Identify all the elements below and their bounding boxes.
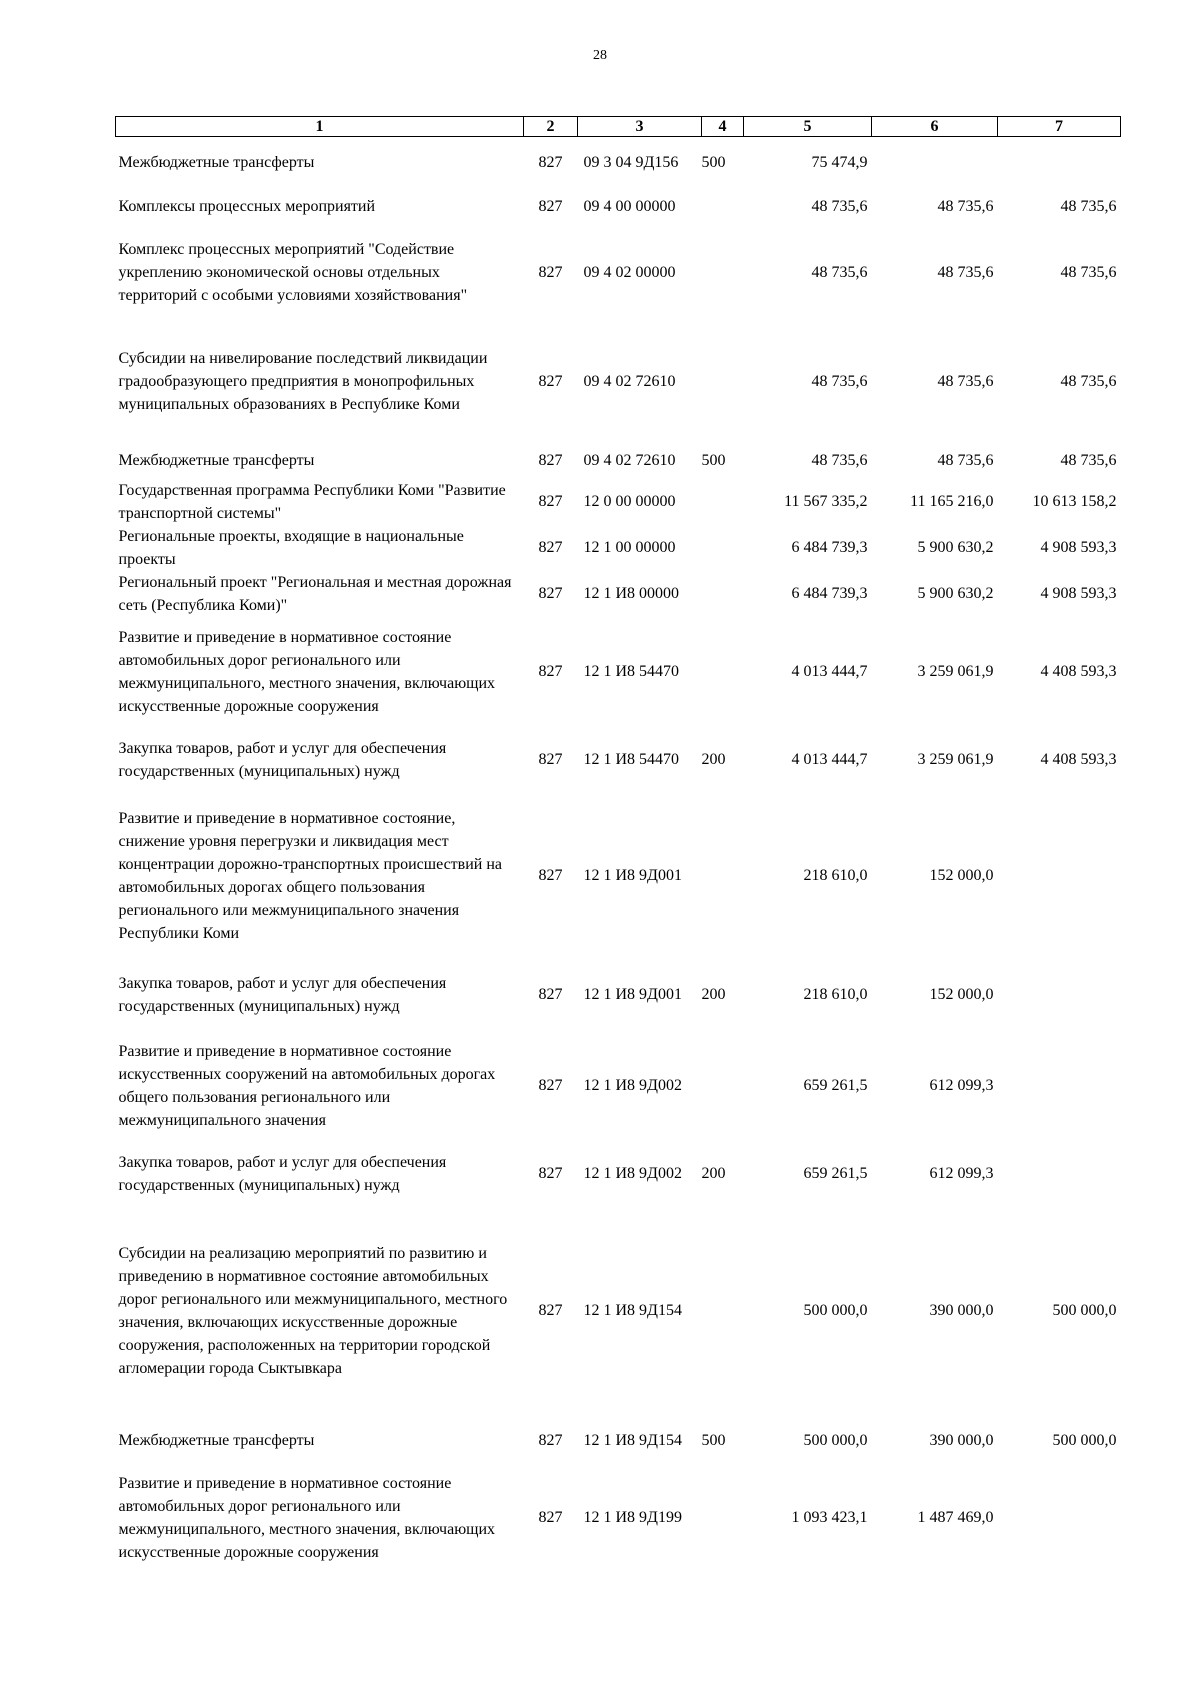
table-row bbox=[116, 479, 1121, 525]
table-row bbox=[116, 525, 1121, 571]
row-value-col6: 5 900 630,2 bbox=[917, 585, 994, 602]
table-row bbox=[116, 225, 1121, 321]
table-row bbox=[116, 617, 1121, 727]
row-target-article: 12 1 И8 9Д154 bbox=[583, 1302, 682, 1319]
row-value-col6: 3 259 061,9 bbox=[917, 751, 994, 768]
row-expense-type bbox=[702, 571, 744, 617]
row-value-col6: 612 099,3 bbox=[929, 1165, 994, 1182]
row-expense-type: 200 bbox=[701, 751, 726, 768]
table-row bbox=[116, 189, 1121, 225]
row-expense-type: 500 bbox=[701, 154, 726, 172]
header-row bbox=[116, 117, 1121, 137]
row-target-article: 12 1 И8 9Д154 bbox=[583, 1432, 682, 1449]
row-value-col5: 4 013 444,7 bbox=[791, 663, 868, 680]
row-grbs-code: 827 bbox=[538, 1509, 563, 1526]
row-target-article: 09 4 02 00000 bbox=[583, 264, 676, 281]
row-value-col6 bbox=[872, 137, 998, 189]
row-grbs-code: 827 bbox=[538, 154, 563, 172]
row-name: Субсидии на реализацию мероприятий по развитию и приведению в нормативное состояние автомобильных дорог регионального или межмуниципального, местного значения, включающих искусственные дорожные сооружения, расположенных на территории городской агломерации города Сыктывкара bbox=[118, 1244, 508, 1377]
row-value-col5: 218 610,0 bbox=[803, 986, 868, 1003]
row-target-article: 09 4 02 72610 bbox=[583, 373, 676, 390]
row-expense-type: 200 bbox=[701, 1165, 726, 1182]
row-value-col7 bbox=[998, 959, 1121, 1031]
row-value-col6: 390 000,0 bbox=[929, 1432, 994, 1449]
row-value-col7 bbox=[998, 1031, 1121, 1141]
page-number: 28 bbox=[593, 48, 607, 63]
table-row bbox=[116, 137, 1121, 189]
row-expense-type bbox=[702, 1467, 744, 1569]
row-value-col6: 5 900 630,2 bbox=[917, 539, 994, 556]
row-value-col5: 1 093 423,1 bbox=[791, 1509, 868, 1526]
row-value-col7: 4 408 593,3 bbox=[1040, 663, 1117, 680]
row-grbs-code: 827 bbox=[538, 1165, 563, 1182]
row-value-col6: 3 259 061,9 bbox=[917, 663, 994, 680]
row-expense-type bbox=[702, 225, 744, 321]
table-row bbox=[116, 1207, 1121, 1415]
row-name: Развитие и приведение в нормативное состояние, снижение уровня перегрузки и ликвидация мест концентрации дорожно-транспортных происшествий на автомобильных дорогах общего пользования регионального или межмуниципального значения Республики Коми bbox=[118, 809, 503, 942]
row-name: Межбюджетные трансферты bbox=[118, 452, 315, 469]
row-grbs-code: 827 bbox=[538, 373, 563, 390]
row-expense-type: 500 bbox=[701, 452, 726, 469]
row-value-col7: 4 908 593,3 bbox=[1040, 585, 1117, 602]
row-name: Развитие и приведение в нормативное состояние искусственных сооружений на автомобильных дорогах общего пользования регионального или межмуниципального значения bbox=[118, 1042, 496, 1129]
budget-table bbox=[115, 116, 1121, 1569]
row-value-col6: 11 165 216,0 bbox=[910, 493, 994, 510]
row-value-col7: 4 408 593,3 bbox=[1040, 751, 1117, 768]
row-expense-type bbox=[702, 189, 744, 225]
row-target-article: 12 0 00 00000 bbox=[583, 493, 676, 510]
row-value-col7: 48 735,6 bbox=[1060, 373, 1117, 390]
row-expense-type bbox=[702, 321, 744, 443]
row-target-article: 12 1 И8 9Д001 bbox=[583, 867, 682, 884]
row-target-article: 09 4 00 00000 bbox=[583, 198, 676, 215]
row-value-col5: 48 735,6 bbox=[811, 373, 868, 390]
row-value-col6: 48 735,6 bbox=[937, 373, 994, 390]
table-row bbox=[116, 793, 1121, 959]
header-col-4: 4 bbox=[702, 117, 744, 137]
row-expense-type bbox=[702, 793, 744, 959]
row-value-col6: 48 735,6 bbox=[937, 452, 994, 469]
row-name: Государственная программа Республики Коми "Развитие транспортной системы" bbox=[118, 481, 506, 522]
header-col-5: 5 bbox=[744, 117, 872, 137]
row-name: Закупка товаров, работ и услуг для обеспечения государственных (муниципальных) нужд bbox=[118, 1153, 447, 1194]
header-col-1: 1 bbox=[116, 117, 524, 137]
row-name: Комплексы процессных мероприятий bbox=[118, 198, 376, 215]
table-row bbox=[116, 443, 1121, 479]
row-value-col7: 10 613 158,2 bbox=[1032, 493, 1117, 510]
row-name: Развитие и приведение в нормативное состояние автомобильных дорог регионального или межмуниципального, местного значения, включающих искусственные дорожные сооружения bbox=[118, 1474, 496, 1561]
row-value-col5: 48 735,6 bbox=[811, 452, 868, 469]
row-value-col6: 48 735,6 bbox=[937, 198, 994, 215]
row-grbs-code: 827 bbox=[538, 867, 563, 884]
row-name: Развитие и приведение в нормативное состояние автомобильных дорог регионального или межмуниципального, местного значения, включающих искусственные дорожные сооружения bbox=[118, 628, 496, 715]
row-expense-type bbox=[702, 617, 744, 727]
row-value-col7 bbox=[998, 1467, 1121, 1569]
row-value-col5: 48 735,6 bbox=[811, 264, 868, 281]
row-name: Комплекс процессных мероприятий "Содействие укреплению экономической основы отдельных территорий с особыми условиями хозяйствования" bbox=[118, 241, 468, 304]
row-name: Региональные проекты, входящие в национальные проекты bbox=[118, 527, 464, 568]
row-name: Закупка товаров, работ и услуг для обеспечения государственных (муниципальных) нужд bbox=[118, 739, 447, 780]
row-value-col7 bbox=[998, 793, 1121, 959]
row-value-col7: 48 735,6 bbox=[1060, 452, 1117, 469]
row-value-col6: 1 487 469,0 bbox=[917, 1509, 994, 1526]
table-row bbox=[116, 727, 1121, 793]
row-name: Субсидии на нивелирование последствий ликвидации градообразующего предприятия в монопрофильных муниципальных образованиях в Республике Коми bbox=[118, 350, 488, 413]
row-value-col5: 6 484 739,3 bbox=[791, 585, 868, 602]
row-grbs-code: 827 bbox=[538, 751, 563, 768]
header-col-3: 3 bbox=[578, 117, 702, 137]
row-target-article: 12 1 00 00000 bbox=[583, 539, 676, 556]
row-name: Закупка товаров, работ и услуг для обеспечения государственных (муниципальных) нужд bbox=[118, 974, 447, 1015]
row-expense-type bbox=[702, 479, 744, 525]
table-row bbox=[116, 1141, 1121, 1207]
row-expense-type bbox=[702, 1207, 744, 1415]
row-value-col7 bbox=[998, 137, 1121, 189]
row-value-col7: 4 908 593,3 bbox=[1040, 539, 1117, 556]
row-value-col6: 48 735,6 bbox=[937, 264, 994, 281]
row-target-article: 12 1 И8 9Д199 bbox=[583, 1509, 682, 1526]
row-value-col6: 152 000,0 bbox=[929, 986, 994, 1003]
table-row bbox=[116, 959, 1121, 1031]
row-target-article: 12 1 И8 9Д002 bbox=[583, 1165, 682, 1182]
row-target-article: 12 1 И8 54470 bbox=[583, 751, 680, 768]
row-value-col5: 48 735,6 bbox=[811, 198, 868, 215]
row-target-article: 09 3 04 9Д156 bbox=[583, 154, 679, 172]
row-grbs-code: 827 bbox=[538, 198, 563, 215]
row-target-article: 12 1 И8 54470 bbox=[583, 663, 680, 680]
table-row bbox=[116, 1467, 1121, 1569]
row-expense-type: 500 bbox=[701, 1432, 726, 1449]
row-value-col6: 390 000,0 bbox=[929, 1302, 994, 1319]
header-col-7: 7 bbox=[998, 117, 1121, 137]
row-grbs-code: 827 bbox=[538, 493, 563, 510]
table-row bbox=[116, 1031, 1121, 1141]
row-value-col5: 4 013 444,7 bbox=[791, 751, 868, 768]
row-value-col7: 500 000,0 bbox=[1052, 1432, 1117, 1449]
row-value-col5: 500 000,0 bbox=[803, 1302, 868, 1319]
row-name: Региональный проект "Региональная и местная дорожная сеть (Республика Коми)" bbox=[118, 573, 512, 614]
row-target-article: 12 1 И8 9Д002 bbox=[583, 1077, 682, 1094]
table-row bbox=[116, 571, 1121, 617]
row-value-col5: 659 261,5 bbox=[803, 1077, 868, 1094]
row-grbs-code: 827 bbox=[538, 539, 563, 556]
row-grbs-code: 827 bbox=[538, 1077, 563, 1094]
table-row bbox=[116, 321, 1121, 443]
row-grbs-code: 827 bbox=[538, 663, 563, 680]
row-value-col6: 612 099,3 bbox=[929, 1077, 994, 1094]
row-value-col5: 11 567 335,2 bbox=[784, 493, 868, 510]
row-grbs-code: 827 bbox=[538, 264, 563, 281]
header-col-6: 6 bbox=[872, 117, 998, 137]
row-grbs-code: 827 bbox=[538, 986, 563, 1003]
table-row bbox=[116, 1415, 1121, 1467]
row-value-col7: 48 735,6 bbox=[1060, 264, 1117, 281]
row-value-col6: 152 000,0 bbox=[929, 867, 994, 884]
row-value-col5: 75 474,9 bbox=[811, 154, 868, 172]
row-value-col5: 6 484 739,3 bbox=[791, 539, 868, 556]
row-target-article: 12 1 И8 00000 bbox=[583, 585, 680, 602]
row-expense-type bbox=[702, 1031, 744, 1141]
row-value-col7: 500 000,0 bbox=[1052, 1302, 1117, 1319]
row-value-col7 bbox=[998, 1141, 1121, 1207]
row-expense-type: 200 bbox=[701, 986, 726, 1003]
row-name: Межбюджетные трансферты bbox=[118, 1432, 315, 1449]
row-grbs-code: 827 bbox=[538, 585, 563, 602]
row-name: Межбюджетные трансферты bbox=[118, 154, 315, 172]
row-target-article: 09 4 02 72610 bbox=[583, 452, 676, 469]
row-value-col5: 500 000,0 bbox=[803, 1432, 868, 1449]
row-expense-type bbox=[702, 525, 744, 571]
row-grbs-code: 827 bbox=[538, 452, 563, 469]
row-value-col7: 48 735,6 bbox=[1060, 198, 1117, 215]
row-value-col5: 659 261,5 bbox=[803, 1165, 868, 1182]
row-grbs-code: 827 bbox=[538, 1432, 563, 1449]
row-grbs-code: 827 bbox=[538, 1302, 563, 1319]
header-col-2: 2 bbox=[524, 117, 578, 137]
row-value-col5: 218 610,0 bbox=[803, 867, 868, 884]
row-target-article: 12 1 И8 9Д001 bbox=[583, 986, 682, 1003]
